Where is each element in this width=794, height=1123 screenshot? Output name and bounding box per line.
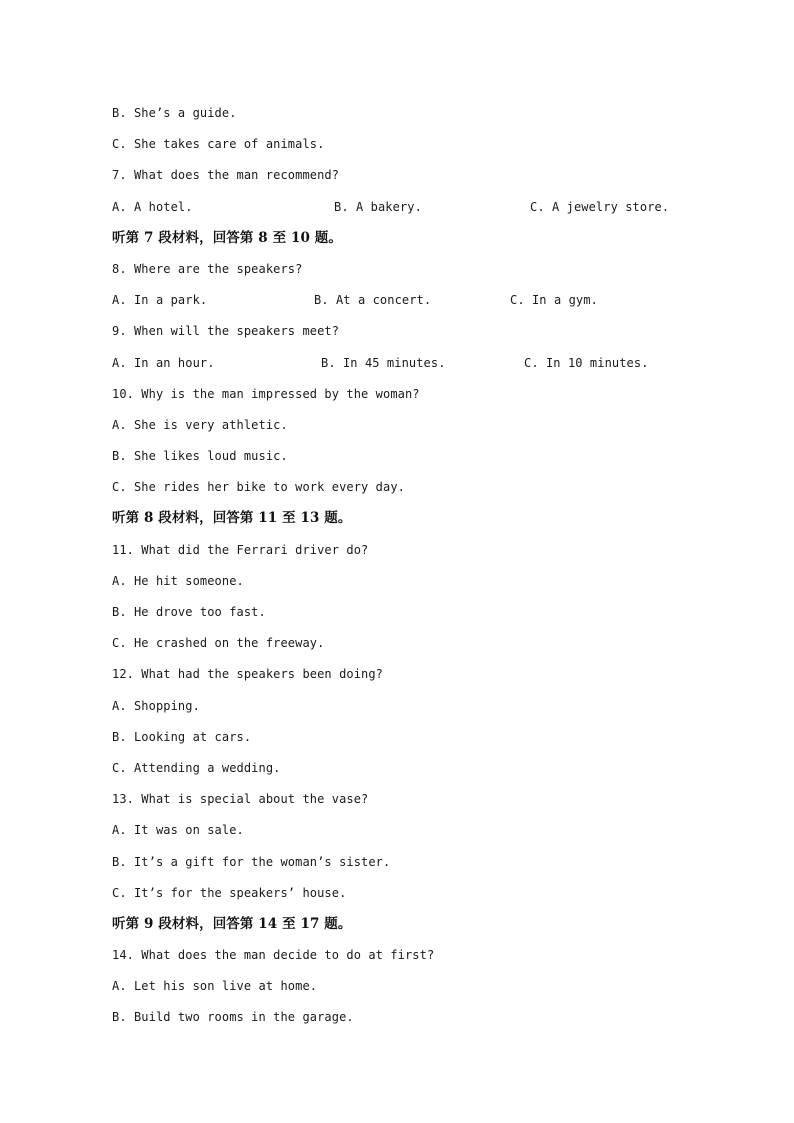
option-a: A. In an hour. <box>112 355 215 370</box>
section-heading-9: 听第 9 段材料，回答第 14 至 17 题。 <box>112 915 352 932</box>
question-9-options <box>112 353 712 384</box>
section-heading-8: 听第 8 段材料，回答第 11 至 13 题。 <box>112 510 352 527</box>
option-c: C. In a gym. <box>510 293 598 308</box>
question-8-options <box>112 290 712 321</box>
option-a: A. He hit someone. <box>112 573 244 588</box>
option-b: B. A bakery. <box>334 199 422 214</box>
option-c: C. He crashed on the freeway. <box>112 636 325 651</box>
option-b: B. She likes loud music. <box>112 449 288 464</box>
document-page <box>112 103 712 1039</box>
option-b: B. In 45 minutes. <box>321 355 446 370</box>
option-a: A. In a park. <box>112 293 208 308</box>
option-c: C. She rides her bike to work every day. <box>112 480 405 495</box>
option-c: C. It’s for the speakers’ house. <box>112 885 347 900</box>
option-line: B. She’s a guide. <box>112 106 237 120</box>
question-9: 9. When will the speakers meet? <box>112 324 340 339</box>
option-b: B. It’s a gift for the woman’s sister. <box>112 854 391 869</box>
question-8: 8. Where are the speakers? <box>112 261 303 276</box>
question-7: 7. What does the man recommend? <box>112 168 340 183</box>
question-10: 10. Why is the man impressed by the woman? <box>112 386 420 401</box>
question-12: 12. What had the speakers been doing? <box>112 667 384 682</box>
option-a: A. It was on sale. <box>112 823 244 838</box>
question-7-options <box>112 197 712 228</box>
section-heading-7: 听第 7 段材料，回答第 8 至 10 题。 <box>112 229 342 246</box>
option-b: B. He drove too fast. <box>112 605 266 619</box>
option-a: A. A hotel. <box>112 199 193 214</box>
question-13: 13. What is special about the vase? <box>112 792 369 807</box>
option-b: B. Looking at cars. <box>112 729 252 744</box>
option-a: A. Shopping. <box>112 698 200 713</box>
option-line: C. She takes care of animals. <box>112 137 325 152</box>
option-a: A. Let his son live at home. <box>112 979 318 994</box>
option-b: B. Build two rooms in the garage. <box>112 1010 354 1025</box>
question-14: 14. What does the man decide to do at first? <box>112 948 435 963</box>
question-11: 11. What did the Ferrari driver do? <box>112 542 369 557</box>
option-c: C. In 10 minutes. <box>524 355 649 370</box>
option-c: C. Attending a wedding. <box>112 760 281 775</box>
option-c: C. A jewelry store. <box>530 199 670 214</box>
option-b: B. At a concert. <box>314 293 432 308</box>
option-a: A. She is very athletic. <box>112 417 288 432</box>
